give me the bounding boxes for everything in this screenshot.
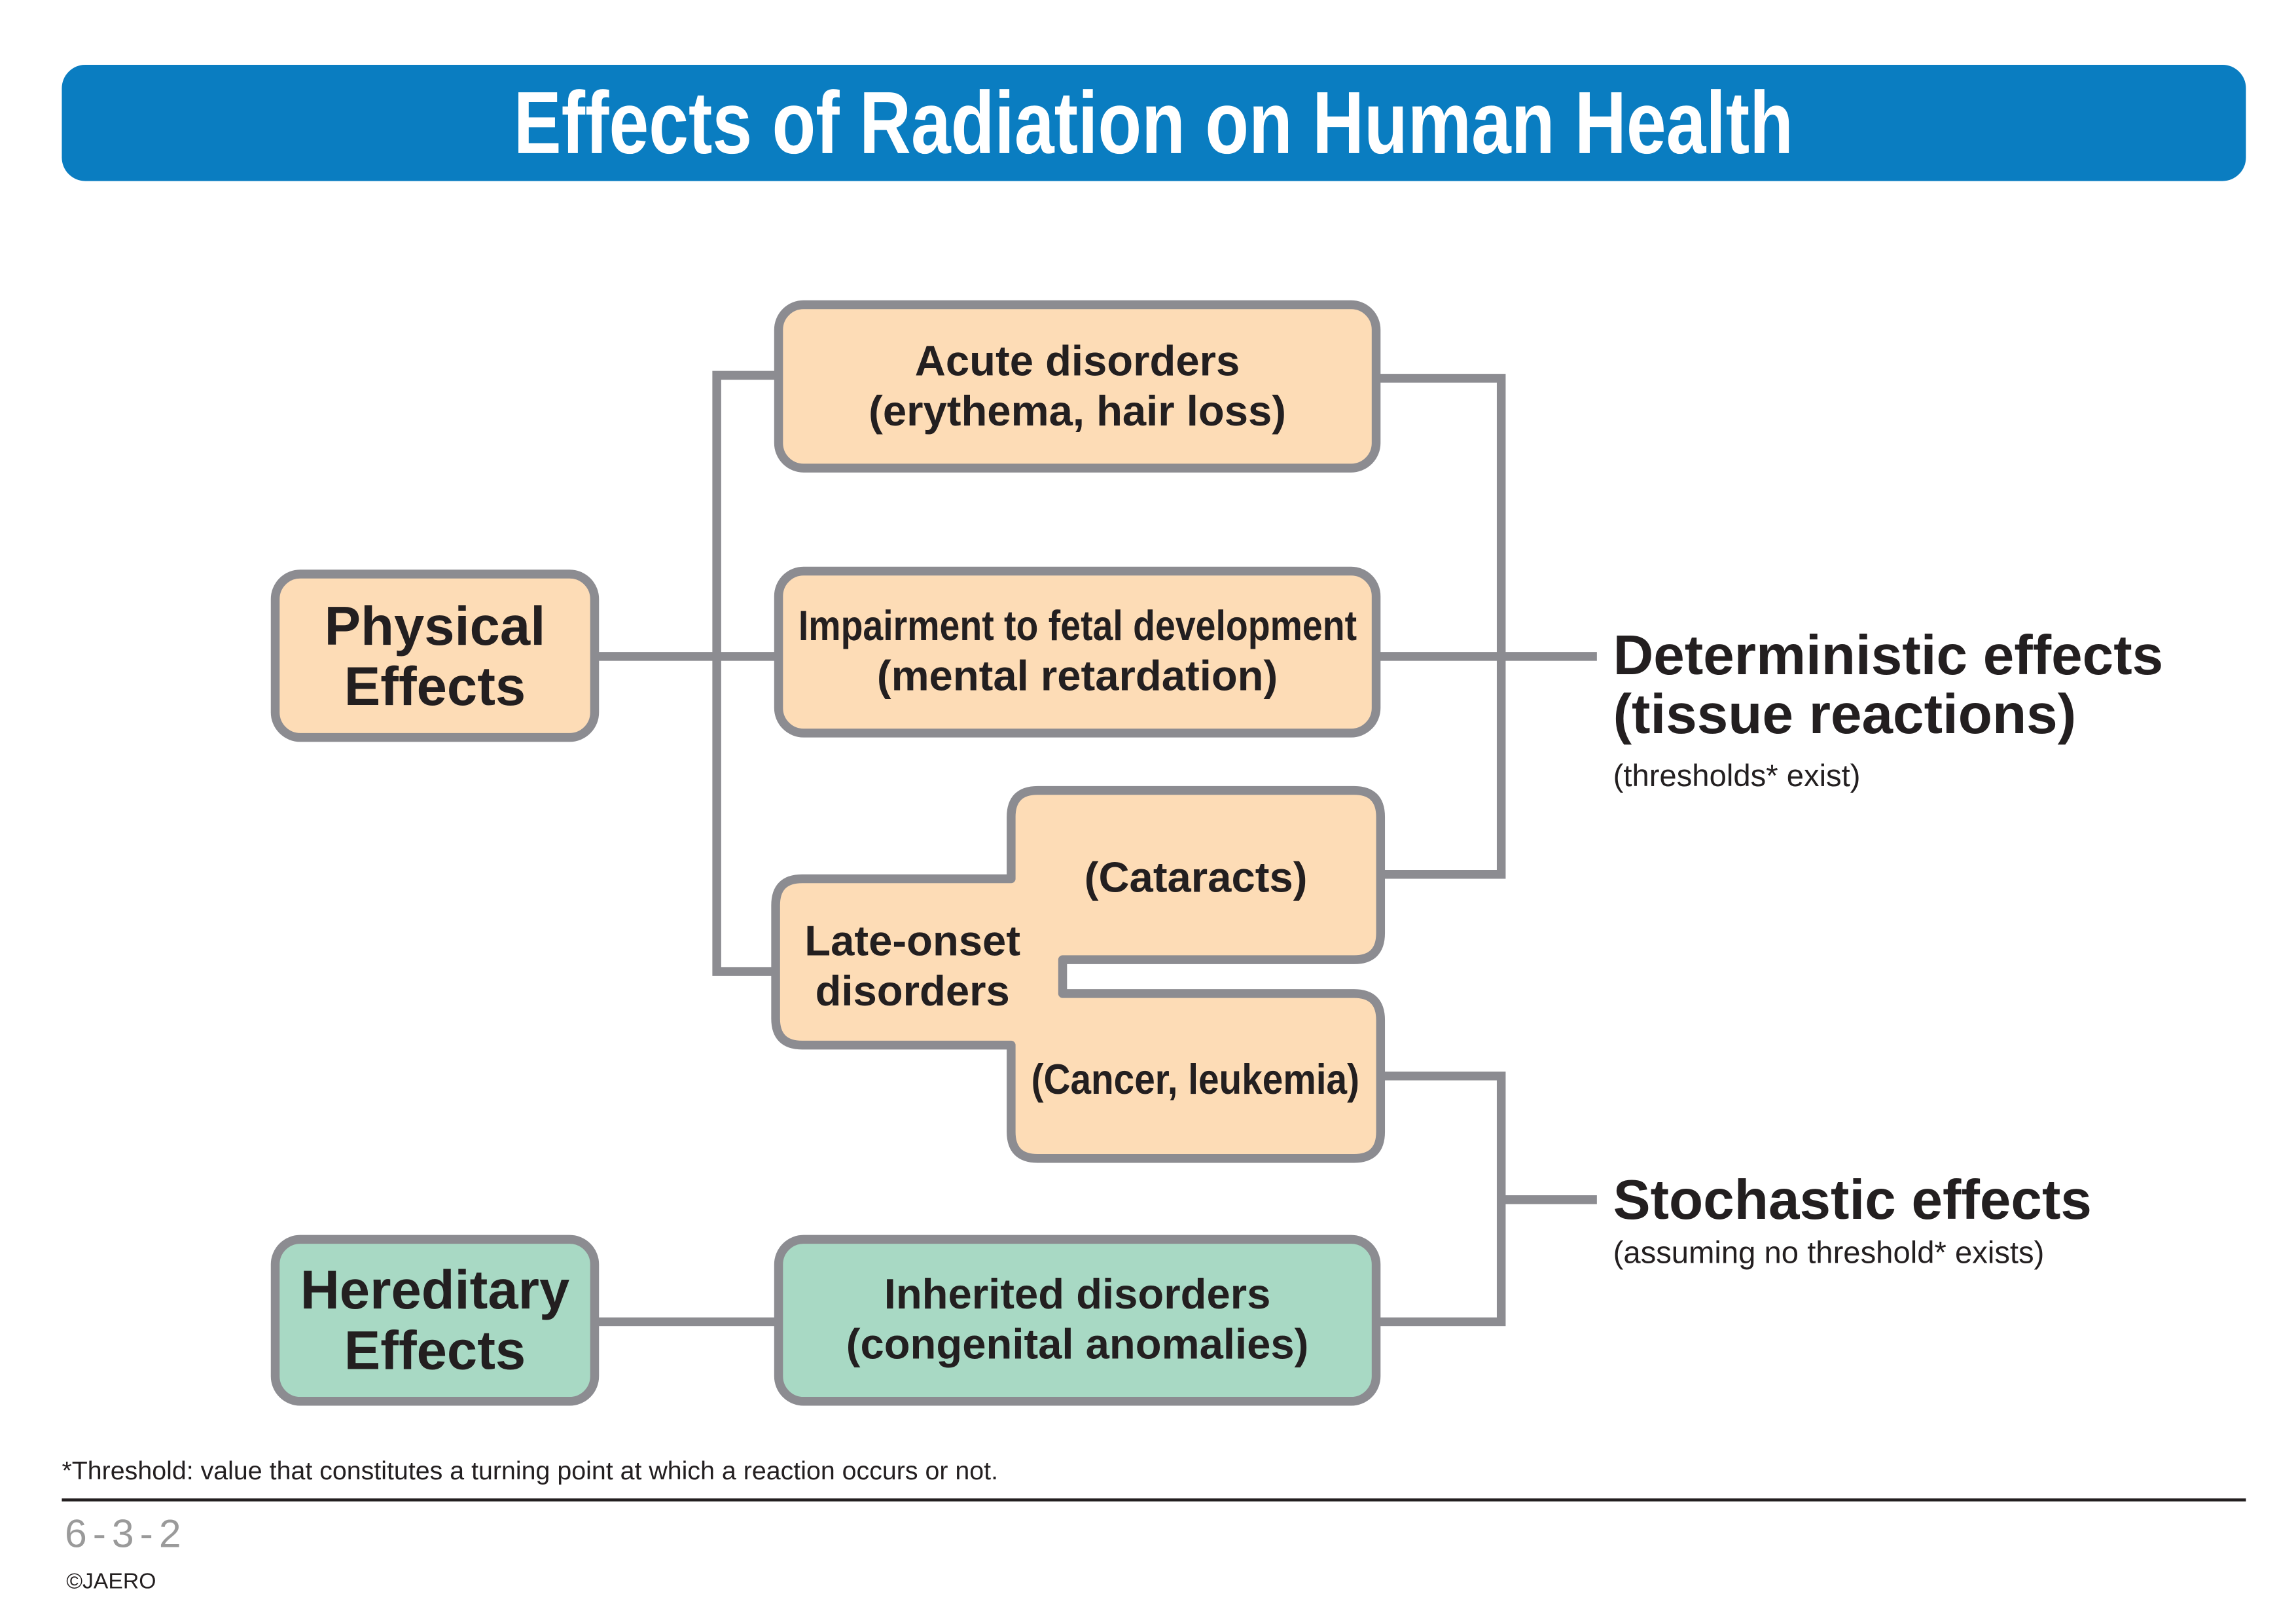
connector-stochastic-bracket <box>1379 1076 1501 1322</box>
cancer-leukemia-region <box>1016 1055 1376 1105</box>
acute-disorders-box <box>774 300 1380 473</box>
deterministic-effects-label <box>1613 627 2164 745</box>
late-onset-line-2: disorders <box>815 968 1010 1016</box>
stochastic-effects-label: Stochastic effects <box>1613 1170 2092 1233</box>
fetal-impairment-line-2: (mental retardation) <box>876 653 1278 701</box>
acute-disorders-line-2: (erythema, hair loss) <box>869 388 1286 435</box>
footer-divider <box>62 1498 2246 1501</box>
physical-effects-line-2: Effects <box>344 655 526 717</box>
cataracts-region <box>1016 854 1376 903</box>
page-title: Effects of Radiation on Human Health <box>514 73 1794 173</box>
cataracts-label: (Cataracts) <box>1084 855 1308 903</box>
late-onset-line-1: Late-onset <box>804 918 1021 966</box>
fetal-impairment-box <box>774 567 1380 738</box>
hereditary-effects-box <box>271 1235 599 1406</box>
late-onset-region <box>780 916 1045 1019</box>
hereditary-effects-line-1: Hereditary <box>300 1259 570 1321</box>
deterministic-effects-line-1: Deterministic effects <box>1613 625 2164 688</box>
page-number: 6-3-2 <box>64 1511 187 1556</box>
inherited-disorders-line-1: Inherited disorders <box>884 1271 1271 1319</box>
connector-physical-branch <box>717 375 776 971</box>
acute-disorders-line-1: Acute disorders <box>914 338 1240 386</box>
stochastic-effects-note: (assuming no threshold* exists) <box>1613 1236 2045 1271</box>
physical-effects-line-1: Physical <box>324 595 546 656</box>
fetal-impairment-line-1: Impairment to fetal development <box>798 603 1357 651</box>
inherited-disorders-line-2: (congenital anomalies) <box>846 1322 1309 1369</box>
connector-deterministic-bracket <box>1379 378 1501 875</box>
threshold-footnote: *Threshold: value that constitutes a turning point at which a reaction occurs or not. <box>62 1455 999 1485</box>
hereditary-effects-line-2: Effects <box>344 1320 526 1381</box>
deterministic-effects-note: (thresholds* exist) <box>1613 759 1861 794</box>
physical-effects-box <box>271 569 599 742</box>
cancer-leukemia-label: (Cancer, leukemia) <box>1031 1056 1360 1104</box>
copyright-notice: ©JAERO <box>66 1569 156 1595</box>
inherited-disorders-box <box>774 1235 1380 1406</box>
deterministic-effects-line-2: (tissue reactions) <box>1613 684 2077 747</box>
